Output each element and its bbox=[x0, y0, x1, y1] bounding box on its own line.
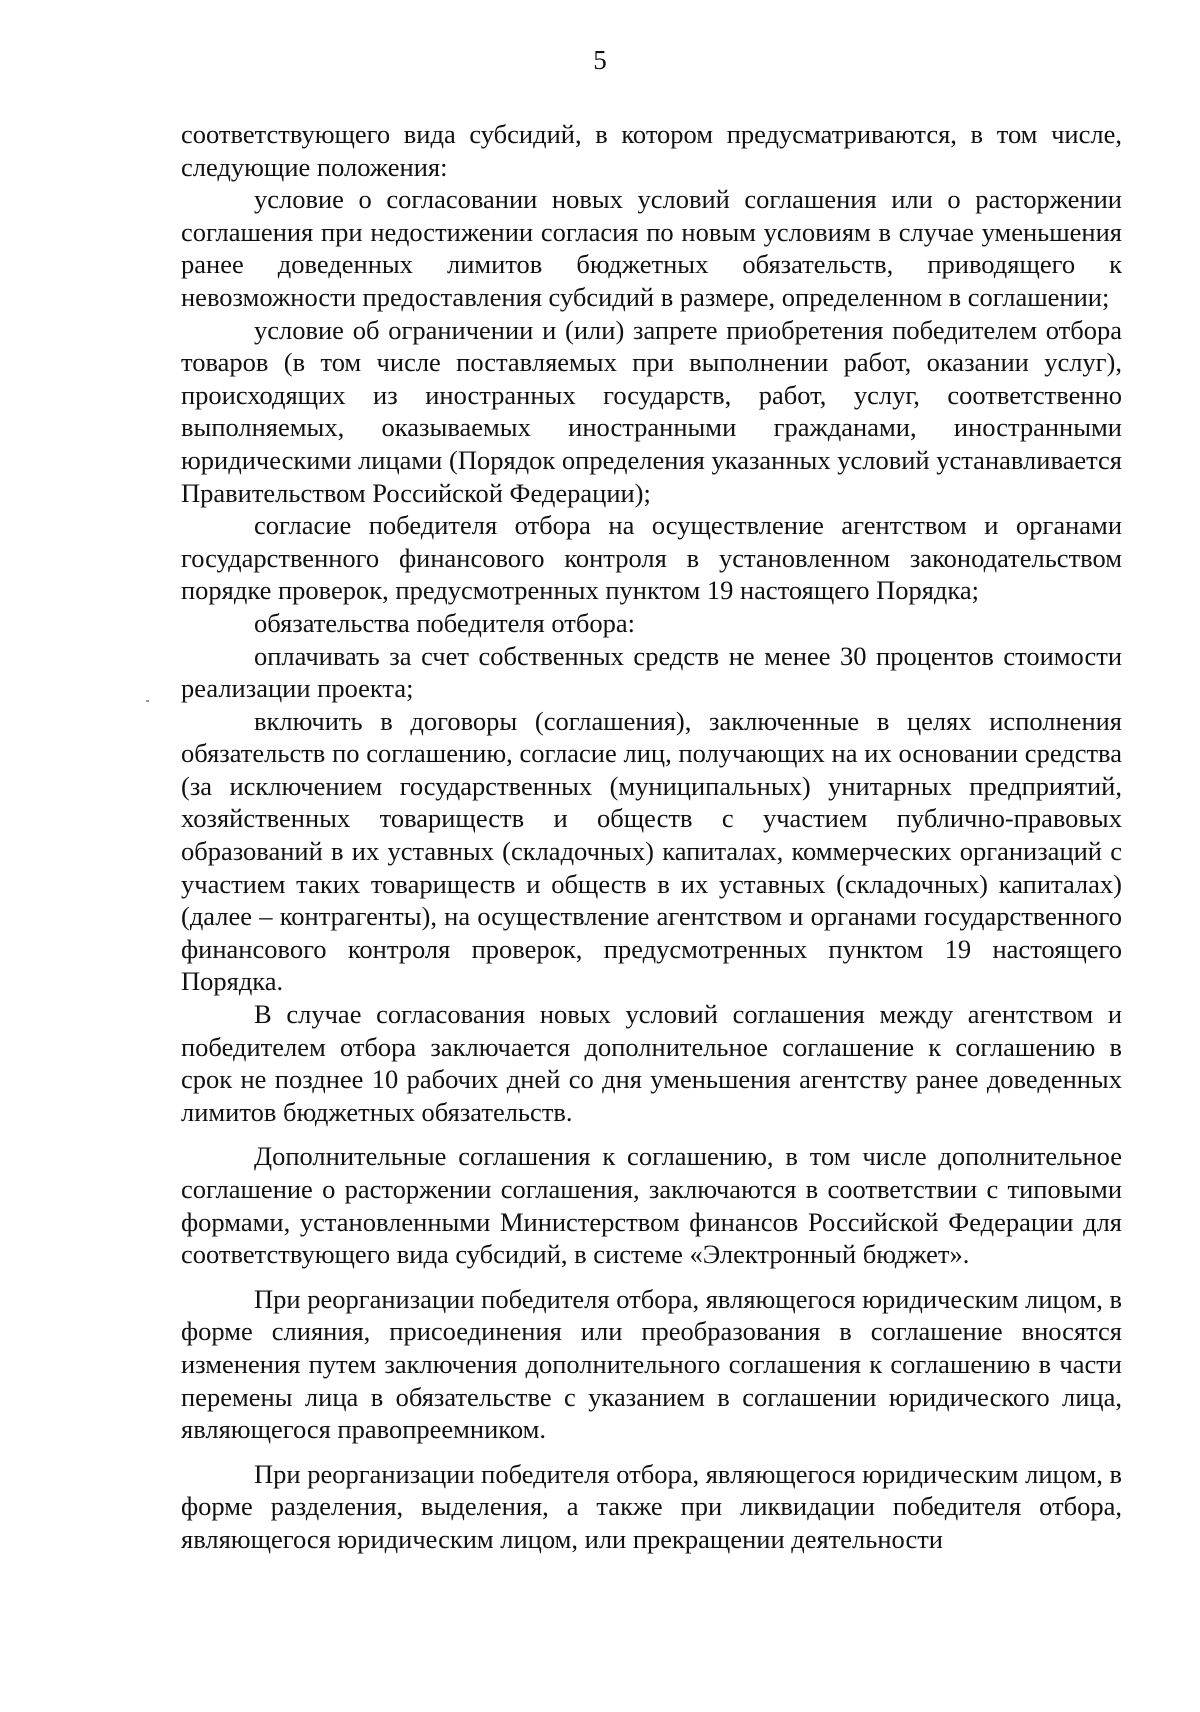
paragraph-new-conditions: В случае согласования новых условий соглашения между агентством и победителем отбора заключается дополнительное соглашение к соглашению в срок не позднее 10 рабочих дней со дня уменьшения агентству ранее доведенных лимитов бюджетных обязательств. bbox=[181, 999, 1122, 1127]
paragraph-consent-inspections: согласие победителя отбора на осуществление агентством и органами государственного финансового контроля в установленном законодательством порядке проверок, предусмотренных пунктом 19 настоящего Порядка; bbox=[181, 510, 1122, 606]
paragraph-continuation: соответствующего вида субсидий, в котором предусматриваются, в том числе, следующие положения: bbox=[181, 119, 1122, 182]
paragraph-condition-agreement: условие о согласовании новых условий соглашения или о расторжении соглашения при недостижении согласия по новым условиям в случае уменьшения ранее доведенных лимитов бюджетных обязательств, приводящего к невозможности предоставления субсидий в размере, определенном в соглашении; bbox=[181, 184, 1122, 312]
document-body bbox=[181, 118, 1122, 1556]
paragraph-obligations-heading: обязательства победителя отбора: bbox=[254, 607, 635, 638]
paragraph-obligation-cofinancing: оплачивать за счет собственных средств не менее 30 процентов стоимости реализации проекта; bbox=[181, 640, 1122, 704]
paragraph-condition-restriction: условие об ограничении и (или) запрете приобретения победителем отбора товаров (в том числе поставляемых при выполнении работ, оказании услуг), происходящих из иностранных государств, работ, услуг, соответственно выполняемых, оказываемых иностранными гражданами, иностранными юридическими лицами (Порядок определения указанных условий устанавливается Правительством Российской Федерации); bbox=[181, 314, 1122, 508]
paragraph-reorganization-merger: При реорганизации победителя отбора, являющегося юридическим лицом, в форме слияния, присоединения или преобразования в соглашение вносятся изменения путем заключения дополнительного соглашения к соглашению в части перемены лица в обязательстве с указанием в соглашении юридического лица, являющегося правопреемником. bbox=[181, 1283, 1122, 1445]
paragraph-obligation-contracts: включить в договоры (соглашения), заключенные в целях исполнения обязательств по соглашению, согласие лиц, получающих на их основании средства (за исключением государственных (муниципальных) унитарных предприятий, хозяйственных товариществ и обществ с участием публично-правовых образований в их уставных (складочных) капиталах, коммерческих организаций с участием таких товариществ и обществ в их уставных (складочных) капиталах) (далее – контрагенты), на осуществление агентством и органами государственного финансового контроля проверок, предусмотренных пунктом 19 настоящего Порядка. bbox=[181, 705, 1122, 997]
paragraph-additional-agreements: Дополнительные соглашения к соглашению, в том числе дополнительное соглашение о расторжении соглашения, заключаются в соответствии с типовыми формами, установленными Министерством финансов Российской Федерации для соответствующего вида субсидий, в системе «Электронный бюджет». bbox=[181, 1141, 1122, 1270]
scan-speck bbox=[146, 700, 149, 702]
page-number: 5 bbox=[593, 45, 607, 75]
paragraph-reorganization-division: При реорганизации победителя отбора, являющегося юридическим лицом, в форме разделения, выделения, а также при ликвидации победителя отбора, являющегося юридическим лицом, или прекращении деятельности bbox=[181, 1458, 1122, 1554]
